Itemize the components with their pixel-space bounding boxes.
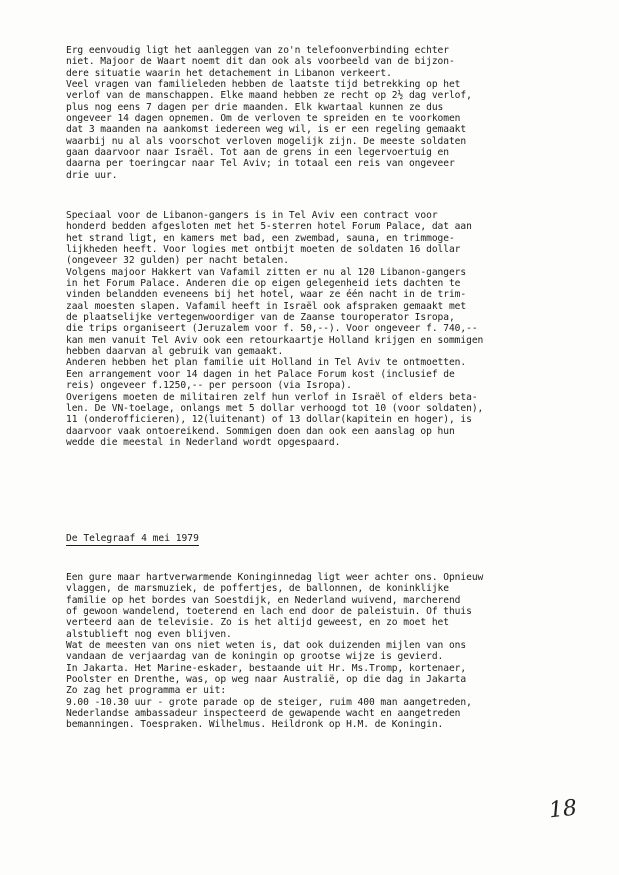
text-line: Poolster en Drenthe, was, op weg naar Australië, op die dag in Jakarta — [66, 674, 467, 686]
text-line: verlof van de manschappen. Elke maand hebben ze recht op 2½ dag verlof, — [66, 90, 472, 102]
text-line: reis) ongeveer f.1250,-- per persoon (via Isropa). — [66, 380, 352, 392]
text-line: lijkheden heeft. Voor logies met ontbijt moeten de soldaten 16 dollar — [66, 244, 461, 256]
text-line: in het Forum Palace. Anderen die op eigen gelegenheid iets dachten te — [66, 278, 461, 290]
text-line: dat 3 maanden na aankomst iedereen weg wil, is er een regeling gemaakt — [66, 124, 467, 136]
page-number: 18 — [547, 795, 579, 824]
text-line: vandaan de verjaardag van de koningin op grootse wijze is gevierd. — [66, 651, 444, 663]
text-line: wedde die meestal in Nederland wordt opgespaard. — [66, 436, 341, 448]
text-line: familie op het bordes van Soestdijk, en Nederland wuivend, marcherend — [66, 594, 461, 606]
paragraph-koninginnedag — [66, 572, 586, 731]
text-line: of gewoon wandelend, toeterend en lach end door de paleistuin. Of thuis — [66, 606, 472, 618]
text-line: bemanningen. Toespraken. Wilhelmus. Heildronk op H.M. de Koningin. — [66, 719, 444, 731]
text-line: Wat de meesten van ons niet weten is, dat ook duizenden mijlen van ons — [66, 640, 467, 652]
text-line: kan men vanuit Tel Aviv ook een retourkaartje Holland krijgen en sommigen — [66, 334, 484, 346]
text-line: niet. Majoor de Waart noemt dit dan ook als voorbeeld van de bijzon- — [66, 56, 455, 68]
text-line: dere situatie waarin het detachement in Libanon verkeert. — [66, 67, 392, 79]
paragraph-forum-palace — [66, 210, 586, 448]
text-line: hebben daarvan al gebruik van gemaakt. — [66, 346, 284, 358]
text-line: die trips organiseert (Jeruzalem voor f. 50,--). Voor ongeveer f. 740,-- — [66, 323, 478, 335]
text-line: In Jakarta. Het Marine-eskader, bestaande uit Hr. Ms.Tromp, kortenaer, — [66, 662, 467, 674]
text-line: Volgens majoor Hakkert van Vafamil zitten er nu al 120 Libanon-gangers — [66, 266, 467, 278]
text-line: gaan daarvoor naar Israël. Tot aan de grens in een legervoertuig en — [66, 147, 449, 159]
text-line: Erg eenvoudig ligt het aanleggen van zo'n telefoonverbinding echter — [66, 45, 449, 56]
text-line: Een gure maar hartverwarmende Koninginnedag ligt weer achter ons. Opnieuw — [66, 572, 484, 583]
text-line: ongeveer 14 dagen opnemen. Om de verloven te spreiden en te voorkomen — [66, 113, 461, 125]
paragraph-detachement-verlof — [66, 45, 586, 181]
text-line: Zo zag het programma er uit: — [66, 685, 227, 697]
text-line: alstublieft nog even blijven. — [66, 628, 232, 640]
text-line: zaal moesten slapen. Vafamil heeft in Israël ook afspraken gemaakt met — [66, 300, 467, 312]
text-line: verteerd aan de televisie. Zo is het altijd geweest, en zo moet het — [66, 617, 449, 629]
text-line: daarvoor vaak ontoereikend. Sommigen doen dan ook een aanslag op hun — [66, 425, 455, 437]
text-line: Speciaal voor de Libanon-gangers is in Tel Aviv een contract voor — [66, 210, 438, 221]
text-line: vlaggen, de marsmuziek, de poffertjes, de ballonnen, de koninklijke — [66, 583, 449, 595]
text-line: de plaatselijke vertegenwoordiger van de Zaanse touroperator Isropa, — [66, 312, 455, 324]
text-line: Overigens moeten de militairen zelf hun verlof in Israël of elders beta- — [66, 391, 478, 403]
text-line: len. De VN-toelage, onlangs met 5 dollar verhoogd tot 10 (voor soldaten), — [66, 402, 484, 414]
text-line: Anderen hebben het plan familie uit Holland in Tel Aviv te ontmoetten. — [66, 357, 467, 369]
text-line: vinden belandden eveneens bij het hotel, waar ze één nacht in de trim- — [66, 289, 467, 301]
text-line: (ongeveer 32 gulden) per nacht betalen. — [66, 255, 289, 267]
text-line: honderd bedden afgesloten met het 5-sterren hotel Forum Palace, dat aan — [66, 221, 472, 233]
text-line: drie uur. — [66, 169, 118, 181]
newspaper-heading: De Telegraaf 4 mei 1979 — [66, 533, 199, 546]
text-line: plus nog eens 7 dagen per drie maanden. Elk kwartaal kunnen ze dus — [66, 101, 444, 113]
text-line: Nederlandse ambassadeur inspecteerd de gewapende wacht en aangetreden — [66, 708, 461, 720]
text-line: 11 (onderofficieren), 12(luitenant) of 13 dollar(kapitein en hoger), is — [66, 414, 472, 426]
text-line: waarbij nu al als voorschot verloven mogelijk zijn. De meeste soldaten — [66, 135, 467, 147]
text-line: Een arrangement voor 14 dagen in het Palace Forum kost (inclusief de — [66, 368, 455, 380]
text-line: het strand ligt, en kamers met bad, een zwembad, sauna, en trimmoge- — [66, 232, 455, 244]
text-line: daarna per toeringcar naar Tel Aviv; in totaal een reis van ongeveer — [66, 158, 455, 170]
text-line: 9.00 -10.30 uur - grote parade op de steiger, ruim 400 man aangetreden, — [66, 696, 472, 708]
text-line: Veel vragen van familieleden hebben de laatste tijd betrekking op het — [66, 79, 461, 91]
